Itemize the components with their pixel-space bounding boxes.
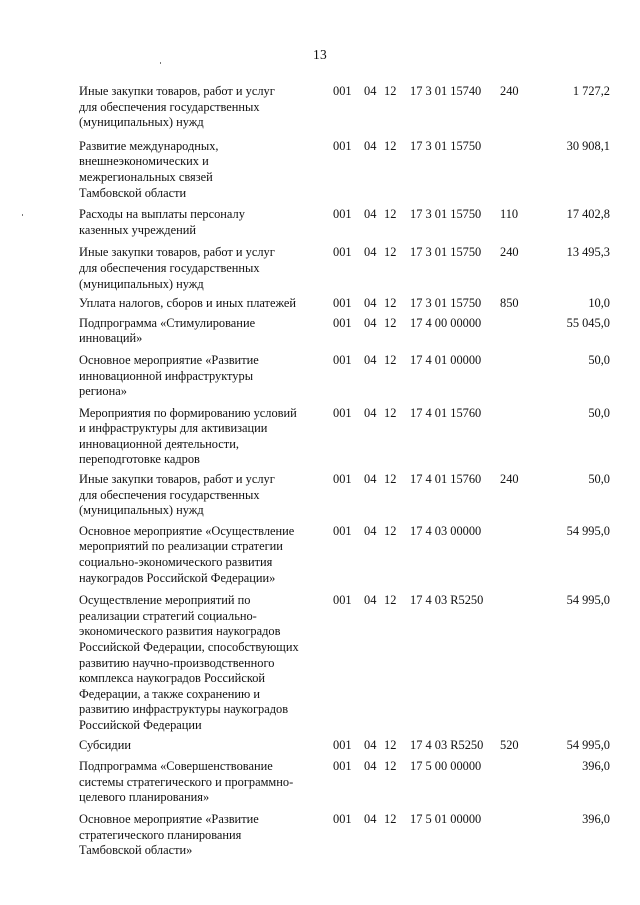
amount-cell: 50,0 xyxy=(588,472,610,487)
amount-cell: 13 495,3 xyxy=(566,245,610,260)
section-code-cell: 04 xyxy=(364,315,377,330)
admin-code-cell: 001 xyxy=(333,523,352,538)
amount-cell: 55 045,0 xyxy=(566,315,610,330)
table-row xyxy=(0,207,640,238)
target-article-cell: 17 5 00 00000 xyxy=(410,759,482,774)
page-number: 13 xyxy=(313,47,327,62)
amount-cell: 10,0 xyxy=(588,296,610,311)
admin-code-cell: 001 xyxy=(333,352,352,367)
amount-cell: 54 995,0 xyxy=(566,593,610,608)
section-code-cell: 04 xyxy=(364,811,377,826)
row-name: Основное мероприятие «Развитие инновационной инфраструктуры региона» xyxy=(79,352,259,399)
section-code-cell: 04 xyxy=(364,296,377,311)
target-article-cell: 17 4 01 15760 xyxy=(410,405,482,420)
subsection-code-cell: 12 xyxy=(384,405,397,420)
target-article-cell: 17 3 01 15740 xyxy=(410,84,482,98)
subsection-code-cell: 12 xyxy=(384,138,397,153)
admin-code-cell: 001 xyxy=(333,296,352,311)
expense-type-cell: 110 xyxy=(500,207,519,222)
table-row xyxy=(0,245,640,292)
table-row xyxy=(0,524,640,586)
subsection-code-cell: 12 xyxy=(384,84,397,98)
admin-code-cell: 001 xyxy=(333,811,352,826)
budget-table xyxy=(0,84,640,859)
subsection-code-cell: 12 xyxy=(384,315,397,330)
row-name: Основное мероприятие «Развитие стратегического планирования Тамбовской области» xyxy=(79,811,259,858)
amount-cell: 54 995,0 xyxy=(566,737,610,752)
row-name: Иные закупки товаров, работ и услуг для обеспечения государственных (муниципальных) нужд xyxy=(79,245,275,291)
table-row xyxy=(0,316,640,347)
admin-code-cell: 001 xyxy=(333,737,352,752)
section-code-cell: 04 xyxy=(364,207,377,222)
expense-type-cell: 240 xyxy=(500,245,519,260)
row-name: Мероприятия по формированию условий и инфраструктуры для активизации инновационной деятельности, переподготовке кадров xyxy=(79,405,297,467)
expense-type-cell: 520 xyxy=(500,737,519,752)
subsection-code-cell: 12 xyxy=(384,296,397,311)
admin-code-cell: 001 xyxy=(333,207,352,222)
target-article-cell: 17 4 00 00000 xyxy=(410,315,482,330)
target-article-cell: 17 3 01 15750 xyxy=(410,296,482,311)
admin-code-cell: 001 xyxy=(333,472,352,487)
expense-type-cell: 240 xyxy=(500,472,519,487)
section-code-cell: 04 xyxy=(364,472,377,487)
amount-cell: 50,0 xyxy=(588,405,610,420)
table-row xyxy=(0,472,640,519)
target-article-cell: 17 4 03 R5250 xyxy=(410,737,484,752)
subsection-code-cell: 12 xyxy=(384,352,397,367)
row-name: Основное мероприятие «Осуществление мероприятий по реализации стратегии социально-экономического развития наукоградов Российской Федерации» xyxy=(79,523,295,585)
row-name: Субсидии xyxy=(79,737,131,752)
subsection-code-cell: 12 xyxy=(384,759,397,774)
section-code-cell: 04 xyxy=(364,759,377,774)
admin-code-cell: 001 xyxy=(333,593,352,608)
amount-cell: 17 402,8 xyxy=(566,207,610,222)
admin-code-cell: 001 xyxy=(333,759,352,774)
section-code-cell: 04 xyxy=(364,138,377,153)
row-name: Подпрограмма «Стимулирование инноваций» xyxy=(79,315,256,346)
row-name: Расходы на выплаты персоналу казенных учреждений xyxy=(79,207,245,237)
section-code-cell: 04 xyxy=(364,352,377,367)
amount-cell: 396,0 xyxy=(582,811,610,826)
admin-code-cell: 001 xyxy=(333,84,352,98)
row-name: Иные закупки товаров, работ и услуг для обеспечения государственных (муниципальных) нужд xyxy=(79,472,275,518)
admin-code-cell: 001 xyxy=(333,405,352,420)
table-row xyxy=(0,759,640,806)
target-article-cell: 17 3 01 15750 xyxy=(410,245,482,260)
target-article-cell: 17 4 03 R5250 xyxy=(410,593,484,608)
row-name: Подпрограмма «Совершенствование системы стратегического и программно- целевого планирования» xyxy=(79,759,294,805)
target-article-cell: 17 4 01 15760 xyxy=(410,472,482,487)
amount-cell: 30 908,1 xyxy=(566,138,610,153)
subsection-code-cell: 12 xyxy=(384,737,397,752)
table-row xyxy=(0,296,640,312)
table-row xyxy=(0,406,640,468)
section-code-cell: 04 xyxy=(364,593,377,608)
section-code-cell: 04 xyxy=(364,405,377,420)
target-article-cell: 17 3 01 15750 xyxy=(410,138,482,153)
target-article-cell: 17 4 01 00000 xyxy=(410,352,482,367)
section-code-cell: 04 xyxy=(364,737,377,752)
expense-type-cell: 850 xyxy=(500,296,519,311)
subsection-code-cell: 12 xyxy=(384,207,397,222)
table-row xyxy=(0,139,640,201)
admin-code-cell: 001 xyxy=(333,138,352,153)
section-code-cell: 04 xyxy=(364,523,377,538)
table-row xyxy=(0,353,640,400)
amount-cell: 54 995,0 xyxy=(566,523,610,538)
admin-code-cell: 001 xyxy=(333,245,352,260)
subsection-code-cell: 12 xyxy=(384,811,397,826)
amount-cell: 50,0 xyxy=(588,352,610,367)
table-row xyxy=(0,738,640,754)
table-row xyxy=(0,84,640,131)
row-name: Иные закупки товаров, работ и услуг для обеспечения государственных (муниципальных) нужд xyxy=(79,84,275,130)
section-code-cell: 04 xyxy=(364,245,377,260)
row-name: Осуществление мероприятий по реализации стратегий социально- экономического развития наукоградов Российской Федерации, способствующих развитию научно-производственного комплекса наукоградов Российской Федерации, а также сохранению и развитию инфраструктуры наукоградов Российской Федерации xyxy=(79,593,299,732)
subsection-code-cell: 12 xyxy=(384,523,397,538)
subsection-code-cell: 12 xyxy=(384,245,397,260)
subsection-code-cell: 12 xyxy=(384,472,397,487)
target-article-cell: 17 4 03 00000 xyxy=(410,523,482,538)
table-row xyxy=(0,812,640,859)
target-article-cell: 17 5 01 00000 xyxy=(410,811,482,826)
expense-type-cell: 240 xyxy=(500,84,519,98)
row-name: Уплата налогов, сборов и иных платежей xyxy=(79,296,297,311)
target-article-cell: 17 3 01 15750 xyxy=(410,207,482,222)
admin-code-cell: 001 xyxy=(333,315,352,330)
amount-cell: 1 727,2 xyxy=(572,84,610,98)
section-code-cell: 04 xyxy=(364,84,377,98)
subsection-code-cell: 12 xyxy=(384,593,397,608)
amount-cell: 396,0 xyxy=(582,759,610,774)
table-row xyxy=(0,593,640,733)
scan-speck xyxy=(160,62,161,64)
row-name: Развитие международных, внешнеэкономических и межрегиональных связей Тамбовской области xyxy=(79,138,219,200)
